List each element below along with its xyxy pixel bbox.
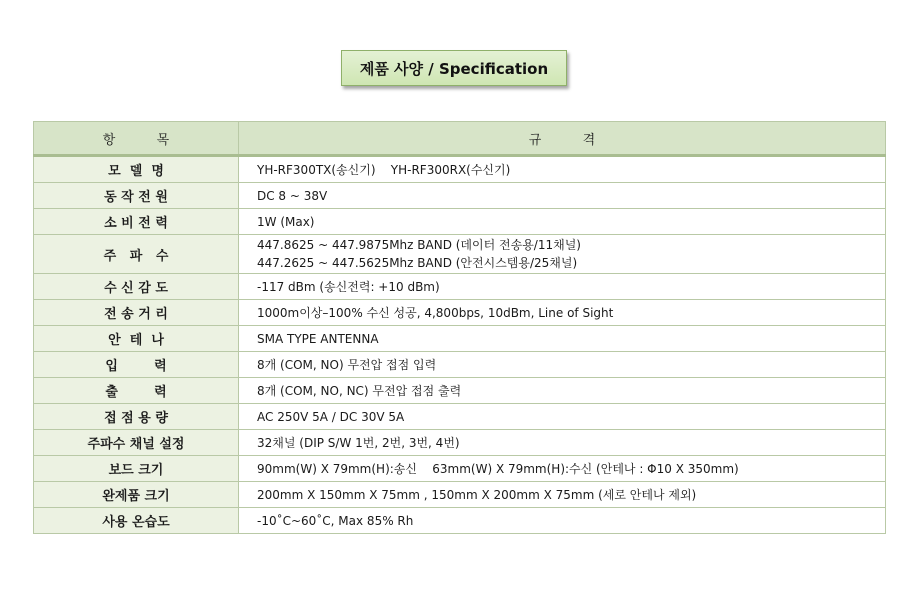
- spec-line: DC 8 ~ 38V: [257, 188, 328, 203]
- row-item-label: 소 비 전 력: [34, 209, 239, 235]
- spec-line: 90mm(W) X 79mm(H):송신 63mm(W) X 79mm(H):수신 (안테나 : Φ10 X 350mm): [257, 461, 739, 476]
- table-row: [34, 456, 886, 482]
- spec-line: 1W (Max): [257, 214, 315, 229]
- spec-line: -10˚C~60˚C, Max 85% Rh: [257, 513, 414, 528]
- spec-line: 447.2625 ~ 447.5625Mhz BAND (안전시스템용/25채널): [257, 256, 578, 270]
- row-spec-value: [239, 352, 886, 378]
- table-row: [34, 352, 886, 378]
- row-spec-value: [239, 508, 886, 534]
- row-spec-value: [239, 183, 886, 209]
- spec-line: -117 dBm (송신전력: +10 dBm): [257, 279, 440, 294]
- spec-line: 1000m이상–100% 수신 성공, 4,800bps, 10dBm, Line of Sight: [257, 305, 614, 320]
- spec-line: 447.8625 ~ 447.9875Mhz BAND (데이터 전송용/11채널): [257, 238, 581, 252]
- row-item-label: 동 작 전 원: [34, 183, 239, 209]
- spec-line: 8개 (COM, NO, NC) 무전압 접점 출력: [257, 383, 462, 398]
- spec-line: AC 250V 5A / DC 30V 5A: [257, 409, 405, 424]
- table-header-row: [34, 122, 886, 156]
- table-row: [34, 404, 886, 430]
- row-item-label: 접 점 용 량: [34, 404, 239, 430]
- row-spec-value: [239, 235, 886, 274]
- table-row: [34, 235, 886, 274]
- row-item-label: 주파수 채널 설정: [34, 430, 239, 456]
- header-item: 항 목: [34, 122, 239, 156]
- row-spec-value: [239, 274, 886, 300]
- table-row: [34, 183, 886, 209]
- row-spec-value: [239, 326, 886, 352]
- spec-line: SMA TYPE ANTENNA: [257, 331, 379, 346]
- row-item-label: 안 테 나: [34, 326, 239, 352]
- spec-line: 32채널 (DIP S/W 1번, 2번, 3번, 4번): [257, 435, 460, 450]
- table-row: [34, 209, 886, 235]
- row-spec-value: [239, 209, 886, 235]
- row-item-label: 주 파 수: [34, 235, 239, 274]
- spec-line: YH-RF300TX(송신기) YH-RF300RX(수신기): [257, 162, 511, 177]
- row-item-label: 수 신 감 도: [34, 274, 239, 300]
- table-row: [34, 326, 886, 352]
- table-row: [34, 156, 886, 183]
- row-spec-value: [239, 456, 886, 482]
- row-spec-value: [239, 300, 886, 326]
- row-spec-value: [239, 404, 886, 430]
- row-item-label: 출 력: [34, 378, 239, 404]
- table-row: [34, 482, 886, 508]
- page-title: 제품 사양 / Specification: [341, 50, 567, 86]
- row-spec-value: [239, 430, 886, 456]
- row-spec-value: [239, 156, 886, 183]
- table-row: [34, 378, 886, 404]
- header-spec: 규 격: [239, 122, 886, 156]
- row-item-label: 완제품 크기: [34, 482, 239, 508]
- row-item-label: 전 송 거 리: [34, 300, 239, 326]
- row-item-label: 입 력: [34, 352, 239, 378]
- row-spec-value: [239, 482, 886, 508]
- row-item-label: 보드 크기: [34, 456, 239, 482]
- table-row: [34, 508, 886, 534]
- row-spec-value: [239, 378, 886, 404]
- specification-table: [33, 121, 886, 534]
- table-row: [34, 274, 886, 300]
- row-item-label: 사용 온습도: [34, 508, 239, 534]
- spec-line: 200mm X 150mm X 75mm , 150mm X 200mm X 75mm (세로 안테나 제외): [257, 487, 697, 502]
- table-row: [34, 430, 886, 456]
- row-item-label: 모 델 명: [34, 156, 239, 183]
- spec-line: 8개 (COM, NO) 무전압 접점 입력: [257, 357, 437, 372]
- table-body: [34, 156, 886, 534]
- table-row: [34, 300, 886, 326]
